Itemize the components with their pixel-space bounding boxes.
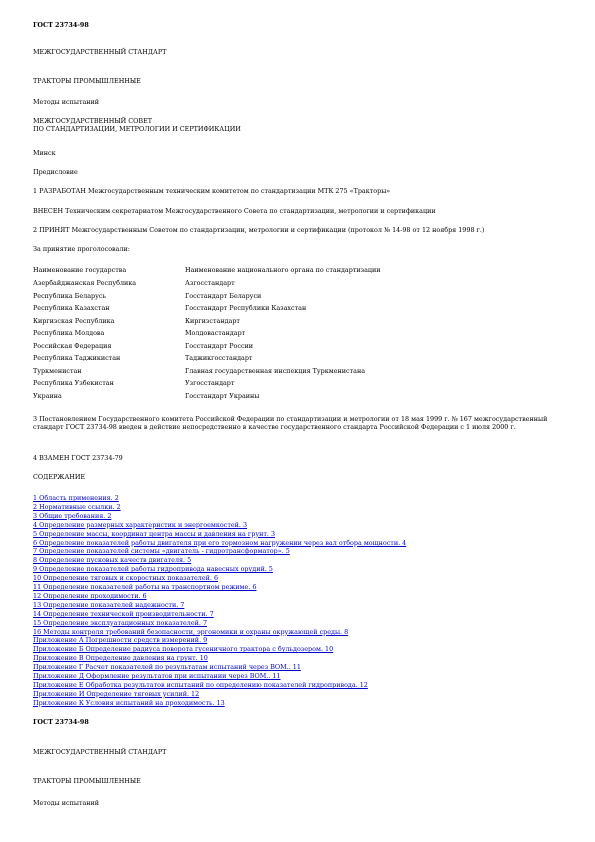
state-name: Республика Казахстан	[33, 304, 110, 312]
table-row	[33, 367, 573, 379]
table-row	[33, 354, 573, 366]
toc-link[interactable]: 1 Область применения. 2	[33, 494, 119, 502]
state-name: Украина	[33, 391, 62, 400]
state-name: Республика Таджикистан	[33, 354, 121, 362]
toc-link[interactable]: Приложение А Погрешности средств измерений. 9	[33, 636, 208, 645]
standards-body-name: Главная государственная инспекция Туркменистана	[185, 366, 366, 375]
standard-type: МЕЖГОСУДАРСТВЕННЫЙ СТАНДАРТ	[33, 48, 167, 56]
toc-link[interactable]: 3 Общие требования. 2	[33, 511, 112, 520]
standards-body-name: Киргизстандарт	[185, 316, 240, 325]
standards-body-name: Молдовастандарт	[185, 329, 246, 337]
table-row	[33, 279, 573, 291]
standards-body-name: Госстандарт Украины	[185, 391, 260, 400]
state-name: Азербайджанская Республика	[33, 279, 137, 287]
voted-heading: За принятие проголосовали:	[33, 245, 130, 253]
toc-link[interactable]: 15 Определение эксплуатационных показателей. 7	[33, 618, 208, 627]
document-title: ТРАКТОРЫ ПРОМЫШЛЕННЫЕ	[33, 77, 141, 85]
toc-link[interactable]: Приложение И Определение тяговых усилий. 12	[33, 689, 200, 698]
toc-link[interactable]: 11 Определение показателей работы на транспортном режиме. 6	[33, 583, 257, 591]
toc-link[interactable]: 13 Определение показателей надежности. 7	[33, 600, 185, 609]
council-line-1: МЕЖГОСУДАРСТВЕННЫЙ СОВЕТ	[33, 117, 153, 125]
contents-heading: СОДЕРЖАНИЕ	[33, 473, 86, 481]
standards-body-name: Таджикгосстандарт	[185, 354, 253, 362]
council-line-2: ПО СТАНДАРТИЗАЦИИ, МЕТРОЛОГИИ И СЕРТИФИКАЦИИ	[33, 125, 241, 133]
table-row	[33, 379, 573, 391]
toc-link[interactable]: 12 Определение проходимости. 6	[33, 591, 147, 600]
standards-body-name: Азгосстандарт	[185, 279, 235, 287]
footer-document-code: ГОСТ 23734-98	[33, 718, 89, 726]
standards-body-name: Госстандарт Беларуси	[185, 291, 262, 300]
state-name: Туркменистан	[33, 366, 82, 375]
standards-body-name: Госстандарт Республики Казахстан	[185, 304, 307, 312]
table-row	[33, 392, 573, 404]
standards-body-name: Госстандарт России	[185, 341, 254, 350]
toc-link[interactable]: Приложение Г Расчет показателей по результатам испытаний через ВОМ.. 11	[33, 663, 301, 672]
toc-link[interactable]: 4 Определение размерных характеристик и энергоемкостей. 3	[33, 520, 248, 529]
toc-link[interactable]: 2 Нормативные ссылки. 2	[33, 502, 121, 511]
standards-body-name: Узгосстандарт	[185, 379, 235, 387]
city: Минск	[33, 149, 56, 157]
body-column-header: Наименование национального органа по стандартизации	[185, 266, 381, 274]
toc-link[interactable]: 7 Определение показателей системы «двигатель - гидротрансформатор». 5	[33, 547, 290, 556]
state-name: Республика Узбекистан	[33, 379, 114, 387]
state-name: Киргизская Республика	[33, 316, 115, 325]
state-name: Российская Федерация	[33, 341, 112, 350]
toc-link[interactable]: 5 Определение массы, координат центра массы и давления на грунт. 3	[33, 529, 276, 538]
state-name: Республика Беларусь	[33, 291, 106, 300]
table-row	[33, 342, 573, 354]
table-row	[33, 292, 573, 304]
toc-link[interactable]: Приложение В Определение давления на грунт. 10	[33, 654, 208, 663]
footer-title: ТРАКТОРЫ ПРОМЫШЛЕННЫЕ	[33, 777, 141, 785]
paragraph-enacted: 3 Постановлением Государственного комитета Российской Федерации по стандартизации и метрологии от 18 мая 1999 г. № 167 межгосударственный стандарт ГОСТ 23734-98 введен в действие непосредственно в качестве государственного стандарта Российской Федерации с 1 июля 2000 г.	[33, 415, 548, 431]
paragraph-introduced: ВНЕСЕН Техническим секретариатом Межгосударственного Совета по стандартизации, метрологии и сертификации	[33, 207, 436, 215]
table-row	[33, 304, 573, 316]
toc-link[interactable]: Приложение Д Оформление результатов при испытании через ВОМ.. 11	[33, 672, 281, 680]
document-subtitle: Методы испытаний	[33, 98, 100, 106]
table-row	[33, 317, 573, 329]
footer-standard-type: МЕЖГОСУДАРСТВЕННЫЙ СТАНДАРТ	[33, 748, 167, 756]
foreword-heading: Предисловие	[33, 168, 78, 176]
paragraph-adopted: 2 ПРИНЯТ Межгосударственным Советом по стандартизации, метрологии и сертификации (протокол № 14-98 от 12 ноября 1998 г.)	[33, 226, 485, 234]
toc-link[interactable]: 8 Определение пусковых качеств двигателя. 5	[33, 556, 192, 565]
toc-link[interactable]: Приложение Б Определение радиуса поворота гусеничного трактора с бульдозером. 10	[33, 645, 334, 654]
toc-link[interactable]: Приложение Е Обработка результатов испытаний по определению показателей гидропривода. 12	[33, 680, 368, 689]
toc-link[interactable]: 10 Определение тяговых и скоростных показателей. 6	[33, 574, 219, 583]
toc-link[interactable]: 14 Определение технической производительности. 7	[33, 609, 214, 618]
toc-link[interactable]: Приложение К Условия испытаний на проходимость. 13	[33, 698, 225, 707]
state-column-header: Наименование государства	[33, 266, 127, 274]
paragraph-replaces: 4 ВЗАМЕН ГОСТ 23734-79	[33, 454, 123, 462]
table-header-row	[33, 266, 573, 278]
toc-link[interactable]: 16 Методы контроля требований безопасности, эргономики и охраны окружающей среды. 8	[33, 627, 349, 636]
toc-link[interactable]: 9 Определение показателей работы гидропривода навесных орудий. 5	[33, 565, 273, 574]
footer-subtitle: Методы испытаний	[33, 799, 100, 807]
toc-link[interactable]: 6 Определение показателей работы двигателя при его тормозном нагружении через вал отбора мощности. 4	[33, 538, 407, 547]
paragraph-developed: 1 РАЗРАБОТАН Межгосударственным техническим комитетом по стандартизации МТК 275 «Тракторы»	[33, 187, 391, 195]
state-name: Республика Молдова	[33, 329, 105, 337]
document-code: ГОСТ 23734-98	[33, 21, 89, 29]
table-row	[33, 329, 573, 341]
